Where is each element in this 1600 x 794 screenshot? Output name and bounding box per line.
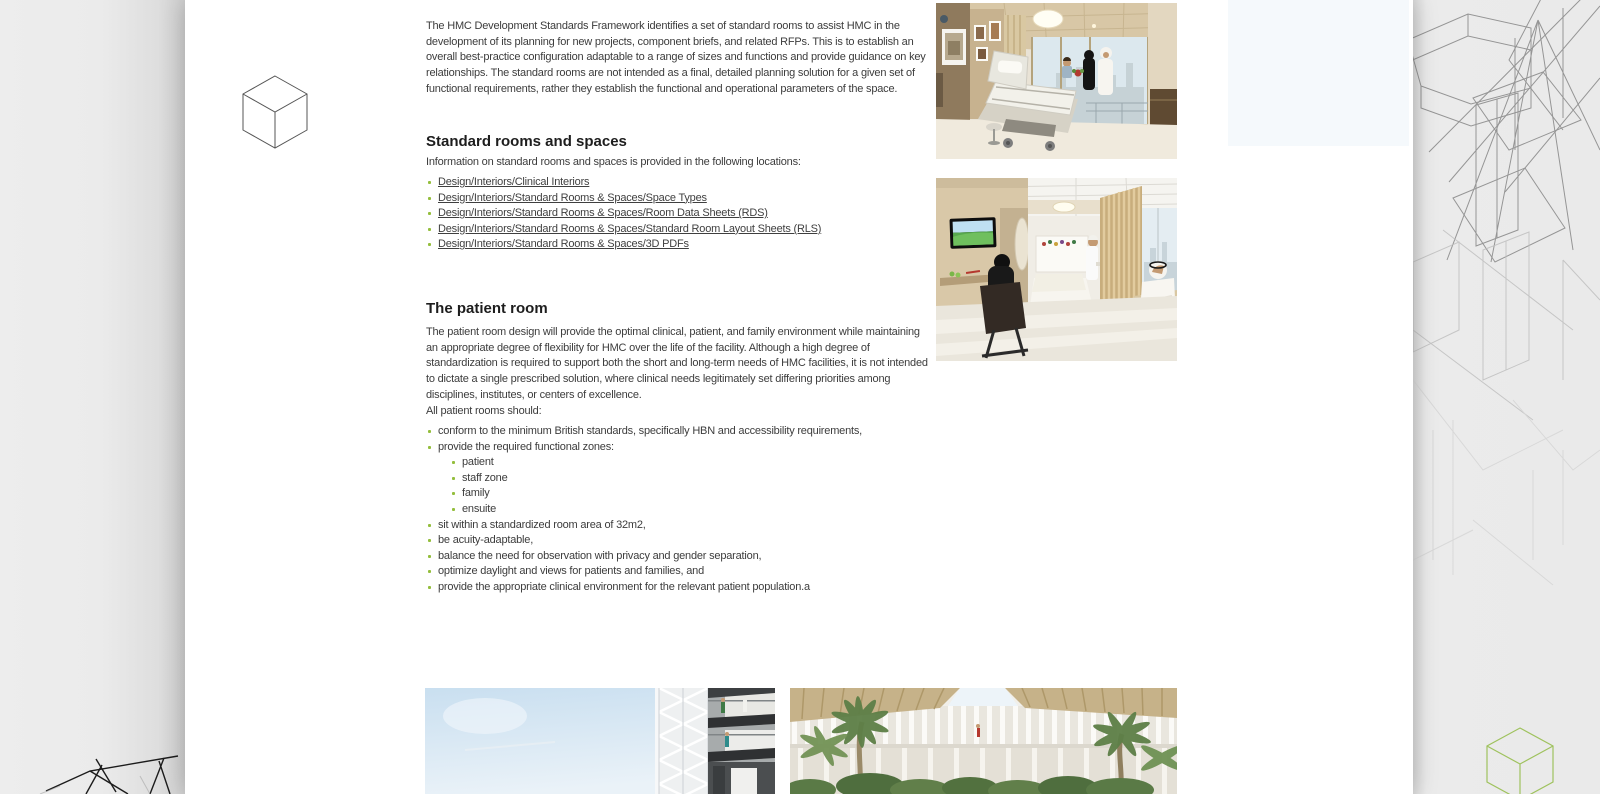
right-wireframe-render-icon bbox=[1413, 0, 1600, 794]
requirement-text: provide the required functional zones: bbox=[438, 440, 614, 453]
list-item bbox=[426, 580, 946, 596]
requirement-text: balance the need for observation with privacy and gender separation, bbox=[438, 549, 762, 562]
requirement-text: be acuity-adaptable, bbox=[438, 534, 534, 547]
patient-room-list-intro: All patient rooms should: bbox=[426, 405, 542, 417]
green-cube-icon bbox=[1487, 728, 1553, 794]
list-item bbox=[426, 518, 946, 534]
standard-rooms-link-list bbox=[426, 175, 821, 253]
list-item bbox=[450, 502, 946, 518]
requirement-text: provide the appropriate clinical environment for the relevant patient population.a bbox=[438, 580, 810, 593]
section-heading-patient-room: The patient room bbox=[426, 300, 548, 318]
list-item bbox=[426, 424, 946, 440]
photo-courtyard-palms bbox=[790, 688, 1177, 794]
list-item bbox=[450, 486, 946, 502]
zone-text: staff zone bbox=[462, 471, 508, 484]
patient-room-requirements-list bbox=[426, 424, 946, 596]
photo-building-exterior bbox=[425, 688, 775, 794]
list-item bbox=[426, 206, 821, 222]
list-item bbox=[426, 175, 821, 191]
list-item bbox=[426, 222, 821, 238]
top-right-panel bbox=[1228, 0, 1409, 146]
zone-text: ensuite bbox=[462, 502, 497, 515]
link-clinical-interiors[interactable]: Design/Interiors/Clinical Interiors bbox=[438, 176, 590, 188]
right-background-band bbox=[1413, 0, 1600, 794]
content-page bbox=[185, 0, 1413, 794]
photo-patient-room-tv bbox=[936, 178, 1177, 361]
link-3d-pdfs[interactable]: Design/Interiors/Standard Rooms & Spaces/3D PDFs bbox=[438, 238, 689, 251]
section-heading-standard-rooms: Standard rooms and spaces bbox=[426, 133, 627, 151]
list-item bbox=[426, 549, 946, 565]
link-space-types[interactable]: Design/Interiors/Standard Rooms & Spaces/Space Types bbox=[438, 191, 707, 204]
zone-text: family bbox=[462, 487, 490, 500]
zone-text: patient bbox=[462, 456, 494, 469]
list-item bbox=[426, 237, 821, 253]
requirement-text: optimize daylight and views for patients and families, and bbox=[438, 565, 704, 578]
link-room-layout-sheets[interactable]: Design/Interiors/Standard Rooms & Spaces/Standard Room Layout Sheets (RLS) bbox=[438, 222, 822, 235]
requirement-text: sit within a standardized room area of 32m2, bbox=[438, 518, 646, 531]
functional-zones-sublist bbox=[450, 455, 946, 517]
list-item bbox=[450, 471, 946, 487]
intro-paragraph: The HMC Development Standards Framework identifies a set of standard rooms to assist HMC in the development of its planning for new projects, component briefs, and related RFPs. This is to establish an overall best-practice configuration adaptable to a range of sizes and functions and provide guidance on key relationships. The standard rooms are not intended as a final, detailed planning solution for a given set of functional requirements, rather they establish the functional and operational parameters of the space. bbox=[426, 20, 926, 95]
photo-patient-room-bed bbox=[936, 3, 1177, 159]
standard-rooms-intro: Information on standard rooms and spaces is provided in the following locations: bbox=[426, 156, 801, 168]
requirement-text: conform to the minimum British standards, specifically HBN and accessibility requirements, bbox=[438, 425, 862, 437]
list-item bbox=[426, 533, 946, 549]
left-wireframe-sketch-icon bbox=[0, 0, 185, 794]
list-item bbox=[426, 191, 821, 207]
link-room-data-sheets[interactable]: Design/Interiors/Standard Rooms & Spaces/Room Data Sheets (RDS) bbox=[438, 207, 768, 220]
left-background-band bbox=[0, 0, 185, 794]
list-item bbox=[450, 455, 946, 471]
wireframe-cube-icon bbox=[237, 68, 313, 152]
list-item bbox=[426, 564, 946, 580]
list-item bbox=[426, 440, 946, 518]
patient-room-paragraph: The patient room design will provide the optimal clinical, patient, and family environment while maintaining an appropriate degree of flexibility for HMC over the life of the facility. Although a high degree of standardization is required to support both the short and long-term needs of HMC facilities, it is not intended to dictate a single prescribed solution, where clinical needs legitimately set differing priorities among disciplines, institutes, or centers of excellence. bbox=[426, 326, 928, 401]
